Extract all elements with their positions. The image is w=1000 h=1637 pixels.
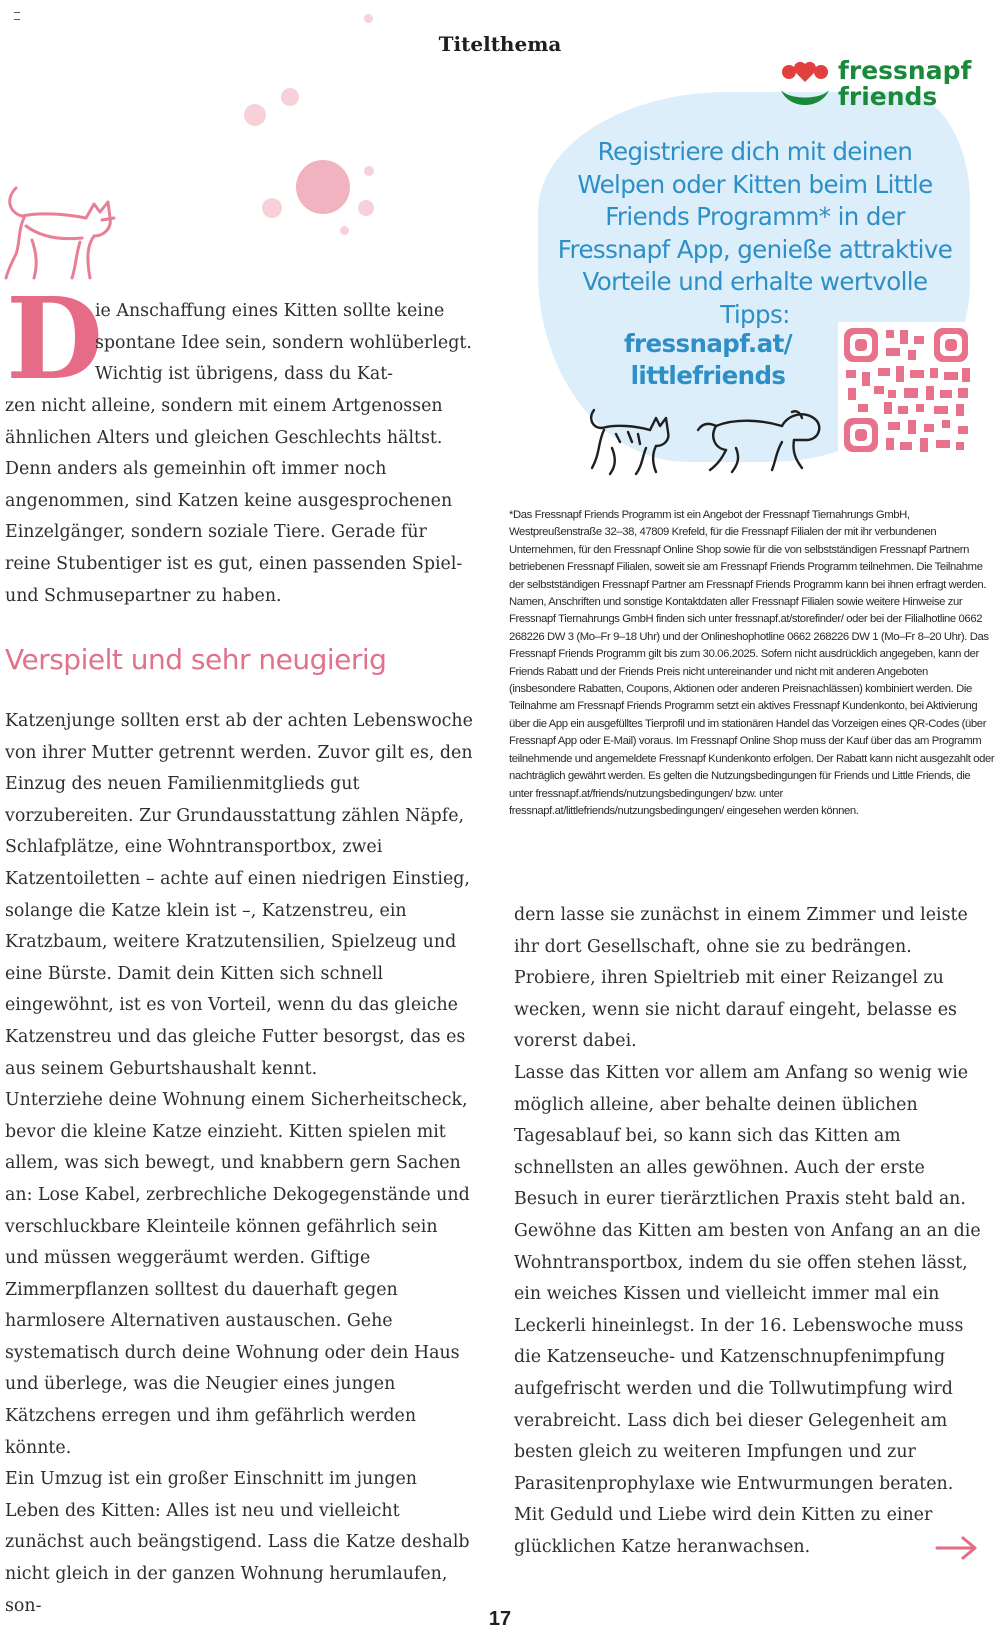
kitten-puppy-illustration	[586, 404, 826, 478]
fressnapf-logo-icon	[775, 60, 835, 112]
qr-code[interactable]	[838, 322, 974, 458]
decor-dot	[358, 200, 374, 216]
decor-dot	[262, 198, 282, 218]
intro-paragraph-rest: zen nicht alleine, sondern mit einem Artgenossen ähnlichen Alters und gleichen Geschlechts hältst. Denn anders als gemeinhin oft immer noch angenommen, sind Katzen keine ausgesprochenen Einzelgänger, sondern soziale Tiere. Gerade für reine Stubentiger ist es gut, einen passenden Spiel- und Schmusepartner zu haben.	[5, 396, 463, 606]
decor-dot	[364, 166, 374, 176]
right-column	[514, 900, 982, 1563]
intro-paragraph-first: ie Anschaffung eines Kitten sollte keine spontane Idee sein, sondern wohlüberlegt. Wichtig ist übrigens, dass du Kat-	[95, 301, 472, 385]
subheading: Verspielt und sehr neugierig	[5, 643, 387, 676]
cat-illustration	[2, 182, 118, 286]
paragraph: Lasse das Kitten vor allem am Anfang so wenig wie möglich alleine, aber behalte deinen üblichen Tagesablauf bei, so kann sich das Kitten am schnellsten an alles gewöhnen. Auch der erste Besuch in eurer tierärztlichen Praxis steht bald an. Gewöhne das Kitten am besten von Anfang an an die Wohntransportbox, indem du sie offen stehen lässt, ein weiches Kissen und vielleicht immer mal ein Leckerli hineinlegst. In der 16. Lebenswoche muss die Katzenseuche- und Katzenschnupfenimpfung aufgefrischt werden und die Tollwutimpfung wird verabreicht. Lass dich bei dieser Gelegenheit am besten gleich zu weiteren Impfungen und zur Parasitenprophylaxe wie Entwurmungen beraten. Mit Geduld und Liebe wird dein Kitten zu einer glücklichen Katze heranwachsen.	[514, 1062, 981, 1557]
page-number: 17	[488, 1608, 512, 1630]
paragraph: Ein Umzug ist ein großer Einschnitt im jungen Leben des Kitten: Alles ist neu und vielleicht zunächst auch beängstigend. Lass die Katze deshalb nicht gleich in der ganzen Wohnung herumlaufen, son-	[5, 1469, 470, 1616]
ad-headline: Registriere dich mit deinen Welpen oder Kitten beim Little Friends Programm* in der Fressnapf App, genieße attraktive Vorteile und erhalte wertvolle Tipps:	[557, 137, 953, 329]
paragraph: Unterziehe deine Wohnung einem Sicherheitscheck, bevor die kleine Katze einzieht. Kitten spielen mit allem, was sich bewegt, und knabbern gern Sachen an: Lose Kabel, zerbrechliche Dekogegenstände und verschluckbare Kleinteile können gefährlich sein und müssen weggeräumt werden. Giftige Zimmerpflanzen solltest du dauerhaft gegen harmlosere Alternativen austauschen. Gehe systematisch durch deine Wohnung oder dein Haus und überlege, was die Neugier eines jungen Kätzchens erregen und ihm gefährlich werden könnte.	[5, 1090, 470, 1458]
left-column	[5, 706, 475, 1622]
brand-line: fressnapf	[838, 56, 972, 85]
decor-dot	[244, 104, 266, 126]
decor-dot	[281, 88, 299, 106]
ad-footnote: *Das Fressnapf Friends Programm ist ein Angebot der Fressnapf Tiernahrungs GmbH, Westpreußenstraße 32–38, 47809 Krefeld, für die Fressnapf Filialen der mit ihr verbundenen Unternehmen, für den Fressnapf Online Shop sowie für die von selbstständigen Fressnapf Partnern betriebenen Fressnapf Filialen, soweit sie am Fressnapf Friends Programm teilnehmen. Die Teilnahme der selbstständigen Fressnapf Partner am Fressnapf Friends Programm kann bei ihnen erfragt werden. Namen, Anschriften und sonstige Kontaktdaten aller Fressnapf Filialen sowie weitere Hinweise zur Fressnapf Tiernahrungs GmbH finden sich unter fressnapf.at/storefinder/ oder bei der Filialhotline 0662 268226 DW 3 (Mo–Fr 9–18 Uhr) und der Onlineshophotline 0662 268226 DW 1 (Mo–Fr 8–20 Uhr). Das Fressnapf Friends Programm gilt bis zum 30.06.2025. Sofern nicht ausdrücklich angegeben, kann der Friends Rabatt und der Friends Preis nicht untereinander und nicht mit anderen Angeboten (insbesondere Rabatten, Coupons, Aktionen oder anderen Preisnachlässen) kombiniert werden. Die Teilnahme am Fressnapf Friends Programm setzt ein aktives Fressnapf Kundenkonto, bei Aktivierung über die App ein ausgefülltes Tierprofil und im stationären Handel das Vorzeigen eines QR-Codes (über Fressnapf App oder E-Mail) voraus. Im Fressnapf Online Shop muss der Kauf über das am Programm teilnehmende und angemeldete Fressnapf Kundenkonto erfolgen. Der Rabatt kann nicht ausgezahlt oder nachträglich gewährt werden. Es gelten die Nutzungsbedingungen für Friends und Little Friends, die unter fressnapf.at/friends/nutzungsbedingungen/ bzw. unter fressnapf.at/littlefriends/nutzungsbedingungen/ eingesehen werden können.	[509, 509, 995, 817]
arrow-right-icon	[935, 1535, 979, 1561]
brand-line: friends	[838, 82, 938, 111]
decor-dot	[364, 14, 373, 23]
paragraph: Katzenjunge sollten erst ab der achten Lebenswoche von ihrer Mutter getrennt werden. Zuvor gilt es, den Einzug des neuen Familienmitglieds gut vorzubereiten. Zur Grundausstattung zählen Näpfe, Schlafplätze, eine Wohntransportbox, zwei Katzentoiletten – achte auf einen niedrigen Einstieg, solange die Katze klein ist –, Katzenstreu, ein Kratzbaum, weitere Kratzutensilien, Spielzeug und eine Bürste. Damit dein Kitten sich schnell eingewöhnt, ist es von Vorteil, wenn du das gleiche Katzenstreu und das gleiche Futter besorgst, das es aus seinem Geburtshaushalt kennt.	[5, 711, 473, 1079]
ad-link-line[interactable]: fressnapf.at/	[623, 329, 793, 358]
section-title: Titelthema	[438, 32, 562, 56]
decor-dot	[296, 160, 350, 214]
decor-dot	[340, 226, 349, 235]
ad-link[interactable]	[598, 328, 818, 392]
paragraph: dern lasse sie zunächst in einem Zimmer und leiste ihr dort Gesellschaft, ohne sie zu bedrängen. Probiere, ihren Spieltrieb mit einer Reizangel zu wecken, wenn sie nicht darauf eingeht, belasse es vorerst dabei.	[514, 905, 968, 1052]
brand-name	[838, 58, 971, 110]
corner-mark	[14, 12, 20, 20]
drop-cap: D	[6, 274, 104, 405]
ad-link-line[interactable]: littlefriends	[630, 361, 786, 390]
